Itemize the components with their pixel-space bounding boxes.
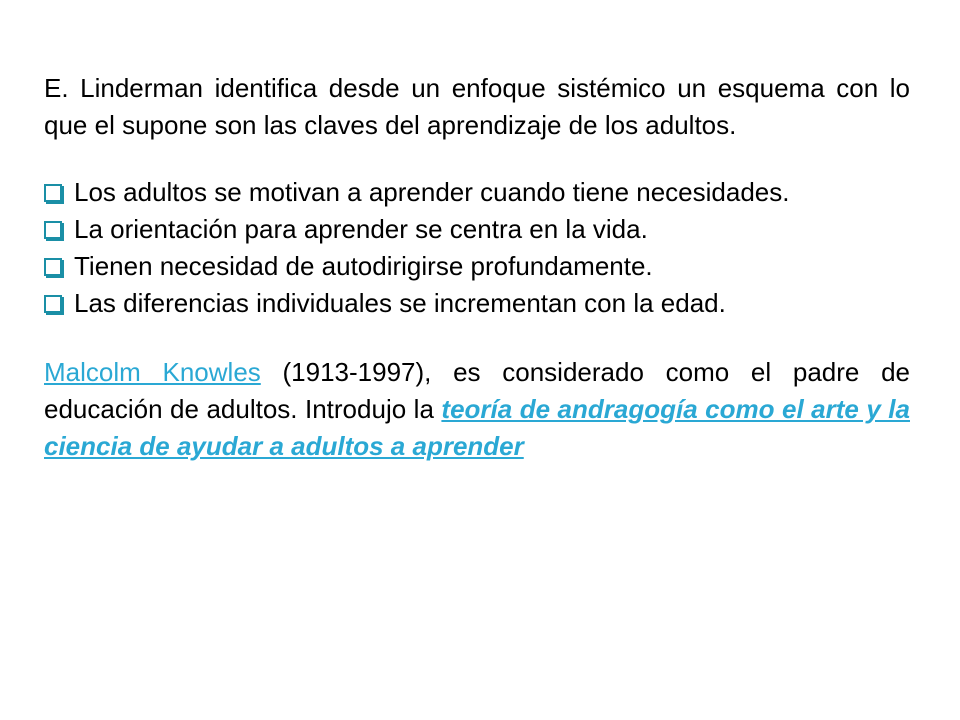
key-points-list [44,174,910,322]
slide-content [44,70,910,465]
list-item [44,174,910,211]
andragogy-theory-link[interactable]: teoría de andragogía como el arte y la ciencia de ayudar a adultos a aprender [44,394,910,461]
square-bullet-icon [44,184,62,202]
square-bullet-icon [44,221,62,239]
spacer [44,144,910,174]
list-item [44,248,910,285]
list-item-text: Tienen necesidad de autodirigirse profundamente. [74,251,653,281]
list-item [44,211,910,248]
list-item-text: Los adultos se motivan a aprender cuando tiene necesidades. [74,177,790,207]
list-item-text: La orientación para aprender se centra en la vida. [74,214,648,244]
knowles-paragraph [44,354,910,465]
list-item [44,285,910,322]
list-item-text: Las diferencias individuales se incrementan con la edad. [74,288,726,318]
square-bullet-icon [44,258,62,276]
square-bullet-icon [44,295,62,313]
knowles-body-text: (1913-1997), es considerado como el padre de educación de adultos. Introdujo la [44,357,910,424]
malcolm-knowles-link[interactable]: Malcolm Knowles [44,357,261,387]
intro-paragraph: E. Linderman identifica desde un enfoque sistémico un esquema con lo que el supone son las claves del aprendizaje de los adultos. [44,73,910,140]
spacer [44,322,910,354]
